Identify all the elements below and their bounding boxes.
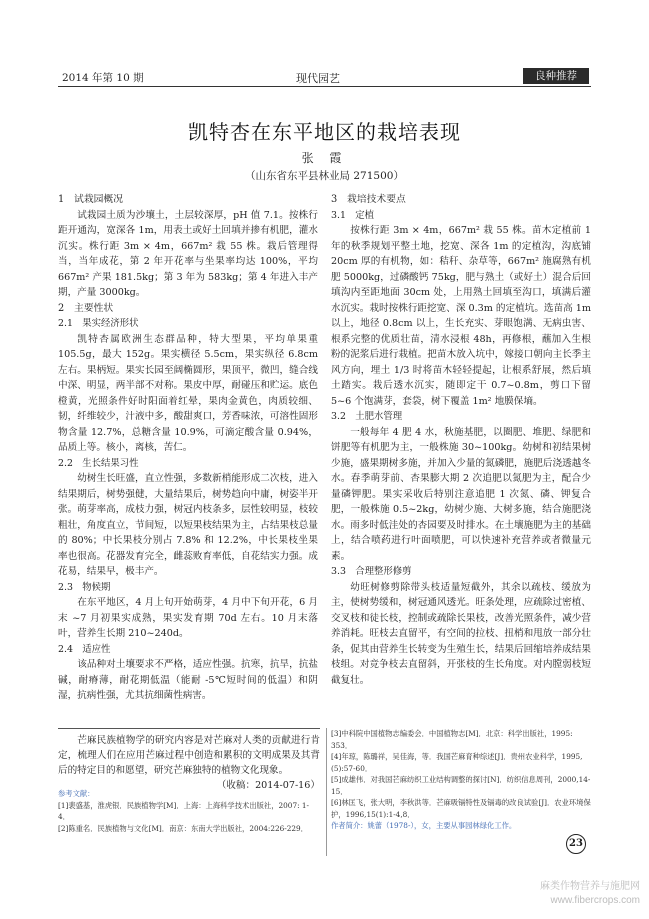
body-paragraph: 按株行距 3m × 4m，667m² 栽 55 株。苗木定植前 1 年的秋季规划平整土地，挖宽、深各 1m 的定植沟，沟底铺 20cm 厚的有机物，如：秸秆、杂草等，667m² 施腐熟有机肥 5000kg，过磷酸钙 75kg，肥与熟土（或好土）混合后回填沟内至距地面 30cm 处，上用熟土回填至沟口，填满后灌水沉实。栽时按株行距挖宽、深 0.3m 的定植坑。选苗高 1m 以上，地径 0.8cm 以上，生长充实、芽眼饱满、无病虫害、根系完整的优质壮苗，清水浸根 48h，再修根，蘸加入生根粉的泥浆后进行栽植。把苗木放入坑中，嫁接口朝向主长季主风方向，埋土 1/3 时将苗木轻轻提起，让根系舒展，然后填土踏实。栽后透水沉实，随即定干 0.7~0.8m，剪口下留 5~6 个饱满芽，套袋，树下覆盖 1m² 地膜保墒。 <box>331 225 591 407</box>
left-column <box>58 192 318 704</box>
section-heading: 3 栽培技术要点 <box>331 194 406 205</box>
watermark-line-2: www.fibercrops.com <box>550 895 640 906</box>
section-heading: 2.1 果实经济形状 <box>58 318 139 329</box>
body-paragraph: 凯特杏属欧洲生态群品种，特大型果，平均单果重 105.5g，最大 152g。果实横径 5.5cm，果实纵径 6.8cm 左右。果柄短。果实长园至阔椭圆形，果顶平，微凹，缝合线中深、明显，两半部不对称。果皮中厚，耐碰压和贮运。底色橙黄，光照条件好时阳面着红晕，果肉金黄色，肉质较细、韧，纤维较少，汁液中多，酸甜爽口，芳香味浓，可溶性固形物含量 12.7%，总糖含量 10.9%，可滴定酸含量 0.94%，品质上等。核小，离核，苦仁。 <box>58 333 318 453</box>
article-author: 张 霞 <box>301 151 348 165</box>
section-heading: 2.3 物候期 <box>58 581 111 593</box>
reference-item: [5]成雄伟．对我国芒麻纺织工业结构调整的探讨[N]．纺织信息周刊，2000,14-15． <box>331 775 591 796</box>
closing-paragraph-block <box>58 728 320 791</box>
reference-item: [3]中科院中国植物志编委会．中国植物志[M]．北京：科学出版社，1995: 353． <box>331 729 573 750</box>
watermark <box>440 880 640 908</box>
watermark-line-1: 麻类作物营养与施肥网 <box>540 881 640 892</box>
body-paragraph: 试栽园土质为沙壤土，土层较深厚，pH 值 7.1。按株行距开通沟，宽深各 1m，用表土或好土回填并掺有机肥，灌水沉实。株行距 3m × 4m，667m² 栽 55 株。栽后管理得当，当年成花，第 2 年开花率与坐果率均达 100%，平均 667m² 产果 181.5kg；第 3 年为 583kg；第 4 年进入丰产期，产量 3000kg。 <box>58 209 318 298</box>
reference-item: [6]林匡飞，张大明，李秋洪等．芒麻吸镉特性及镉毒的改良试验[J]．农业环境保护，1996,15(1):1-4,8． <box>331 798 591 819</box>
section-heading: 3.1 定植 <box>331 209 375 221</box>
author-note: 作者简介：姚蕾（1978-），女，主要从事园林绿化工作。 <box>331 821 517 830</box>
column-divider <box>326 728 327 856</box>
section-heading: 2.2 生长结果习性 <box>58 457 139 469</box>
references-right <box>331 728 591 832</box>
header-rule <box>58 86 591 87</box>
reference-item: [4]年琼，陈璐祥，吴佳海，等．我国芒麻育种综述[J]．贵州农业科学，1995,(5):57-60． <box>331 752 583 773</box>
body-paragraph: 一般每年 4 肥 4 水，秋施基肥，以圈肥、堆肥、绿肥和饼肥等有机肥为主，一般株施 30~100kg。幼树和初结果树少施，盛果期树多施，并加入少量的氮磷肥，施肥后浇透越冬水。春季萌芽前、杏果膨大期 2 次追肥以氮肥为主，配合少量磷钾肥。果实采收后特别注意追肥 1 次氮、磷、钾复合肥，一般株施 0.5~2kg，幼树少施、大树多施，结合施肥浇水。雨多时低洼处的杏园要及时排水。在土壤施肥为主的基础上，结合喷药进行叶面喷肥，可以快速补充营养或者微量元素。 <box>331 426 591 562</box>
section-heading: 2 主要性状 <box>58 302 114 314</box>
section-heading: 3.2 土肥水管理 <box>331 411 403 422</box>
author-affiliation: （山东省东平县林业局 271500） <box>245 170 404 182</box>
received-date: （收稿：2014-07-16） <box>216 780 320 791</box>
reference-item: [1]裴盛基，淮虎银．民族植物学[M]．上海：上海科学技术出版社，2007: 1-4． <box>58 800 309 821</box>
body-paragraph: 该品种对土壤要求不严格，适应性强。抗寒，抗旱，抗盐碱，耐瘠薄，耐花期低温（能耐 -5℃短时间的低温）和阴湿，抗病性强，尤其抗细菌性病害。 <box>58 659 318 701</box>
page-number: 23 <box>566 834 586 854</box>
journal-name: 现代园艺 <box>296 72 340 85</box>
section-badge: 良种推荐 <box>523 68 589 84</box>
closing-paragraph: 芒麻民族植物学的研究内容是对芒麻对人类的贡献进行肯定，梳理人们在应用芒麻过程中创造和累积的文明成果及其背后的特定目的和愿望，研究芒麻独特的植物文化现象。 <box>58 735 320 776</box>
references-left <box>58 788 320 834</box>
section-heading: 2.4 适应性 <box>58 643 111 655</box>
body-paragraph: 幼树生长旺盛，直立性强，多数新梢能形成二次枝，进入结果期后，树势强健，大量结果后，树势趋向中庸，树姿半开张。萌芽率高，成枝力强，树冠内枝条多，层性较明显，枝较粗壮，角度直立，节间短，以短果枝结果为主，占结果枝总量的 80%；中长果枝分别占 7.8% 和 12.2%，中长果枝坐果率也很高。花器发育完全，雌蕊败育率低，自花结实力强。成花易，结果早，极丰产。 <box>58 473 318 577</box>
article-title: 凯特杏在东平地区的栽培表现 <box>188 120 461 144</box>
journal-issue: 2014 年第 10 期 <box>62 72 144 84</box>
references-heading: 参考文献： <box>58 789 95 798</box>
section-heading: 1 试栽园概况 <box>58 194 124 205</box>
section-heading: 3.3 合理整形修剪 <box>331 566 412 577</box>
body-paragraph: 幼旺树修剪除带头枝适量短截外，其余以疏枝、缓放为主，使树势缓和，树冠通风透光。旺条处理，应疏除过密植、交叉枝和徒长枝，控制或疏除长果枝，改善光照条件，减少营养消耗。旺枝去直留平，有空间的拉枝、扭梢和甩放一部分壮条，促其由营养生长转变为生殖生长，结果后回缩培养成结果枝组。对竞争枝去直留斜，开张枝的生长角度。对内膛弱枝短截复壮。 <box>331 581 591 686</box>
reference-item: [2]陈重名．民族植物与文化[M]．南京：东南大学出版社，2004:226-229． <box>58 823 308 833</box>
right-column <box>331 192 591 688</box>
body-paragraph: 在东平地区，4 月上旬开始萌芽，4 月中下旬开花，6 月末 ~7 月初果实成熟，果实发育期 70d 左右。10 月末落叶，营养生长期 210~240d。 <box>58 597 318 639</box>
